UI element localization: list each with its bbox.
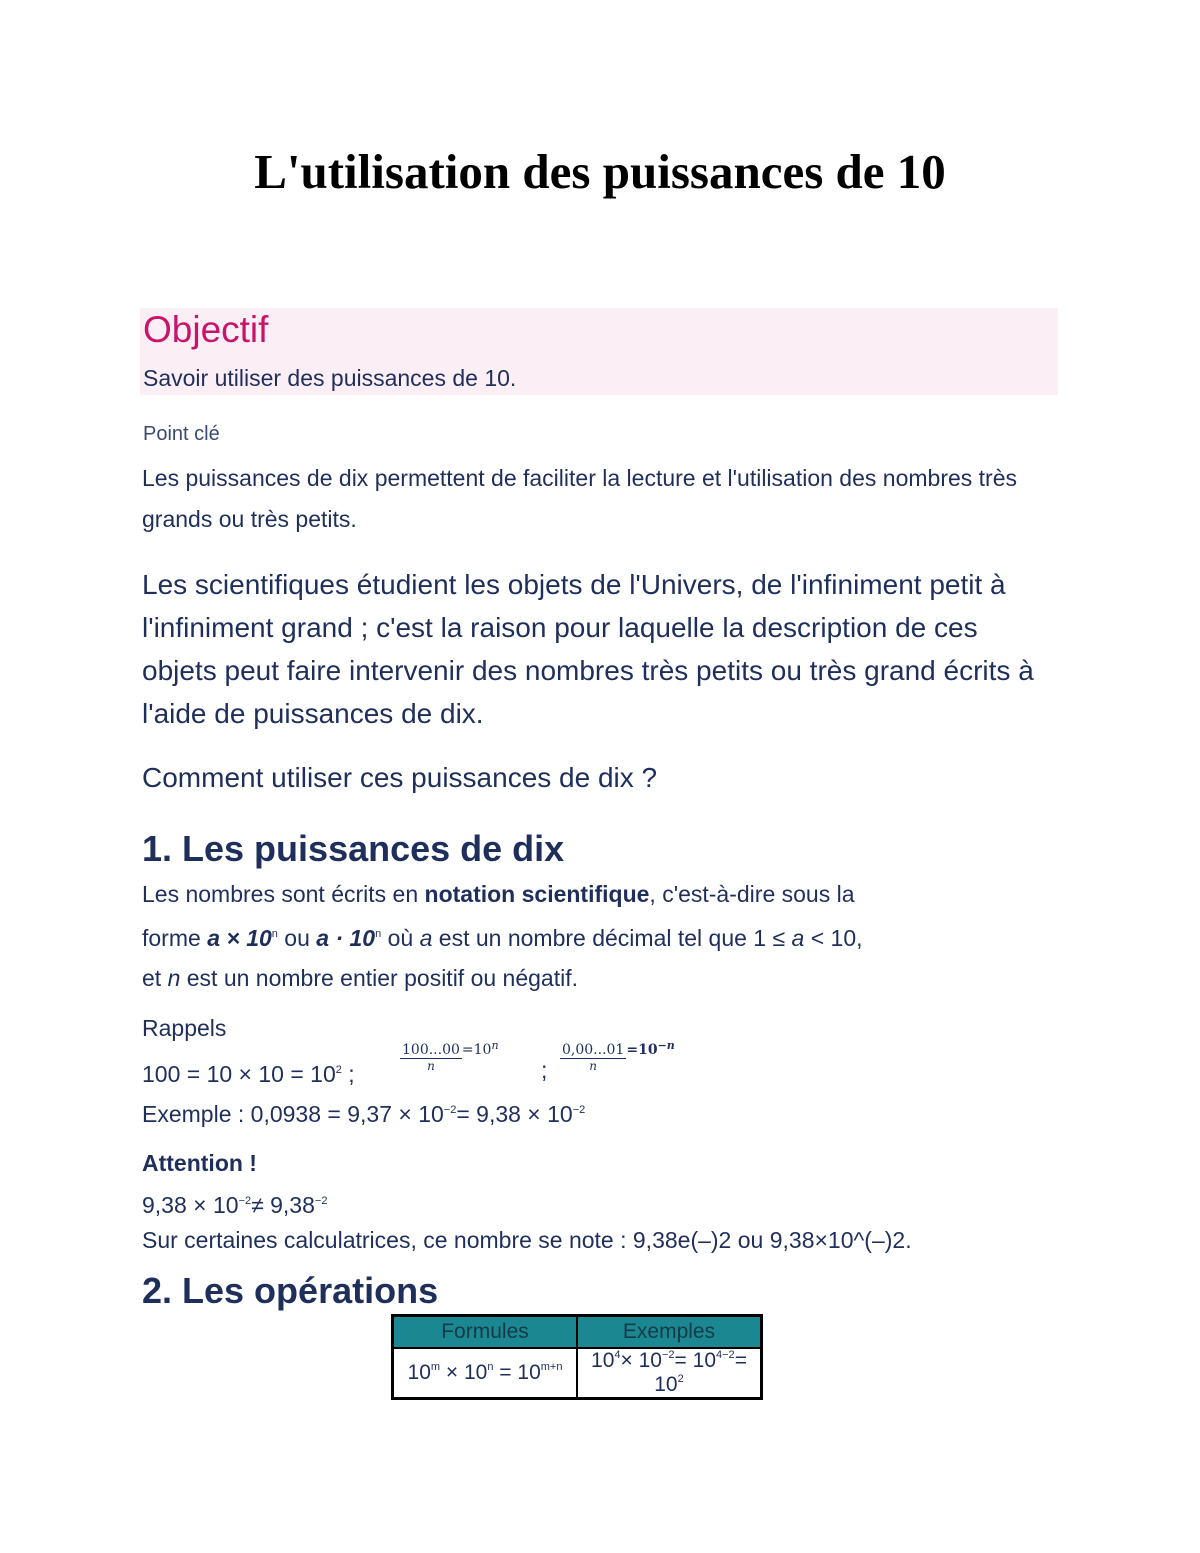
rappels-line: $100 = 10 \times 10 = 10^2$ ; [142,1061,355,1087]
page-title: L'utilisation des puissances de 10 [254,144,946,199]
fraction-separator: ; [541,1057,548,1083]
formula-cell: $10^m \times 10^n = 10^{m+n}$ [393,1348,578,1399]
definition-line-1: Les nombres sont écrits en notation scientifique, c'est-à-dire sous la [142,881,855,907]
key-point-text: Les puissances de dix permettent de faciliter la lecture et l'utilisation des nombres très grands ou très petits. [142,465,1017,532]
objective-heading: Objectif [143,309,269,350]
section-2-heading: 2. Les opérations [142,1270,439,1311]
notation-scientifique: notation scientifique [424,881,650,907]
formula-dot: a · 10 [316,925,376,951]
operations-table [391,1314,763,1400]
objective-text: Savoir utiliser des puissances de 10. [143,365,517,391]
definition-line-2: forme $a \times 10^n$ ou $a \cdot 10^n$ où a est un nombre décimal tel que 1 ≤ a < 10, [142,925,863,951]
section-1-definition [142,874,1042,998]
rappels-label: Rappels [142,1015,227,1041]
example-cell: $10^4\times 10^{-2}= 10^{4-2}= 10^2$ [577,1348,762,1399]
fraction-2: $\frac{0,00...01}{n}$ $=10^{-n}$ [562,1039,675,1073]
fraction-1: $\frac{100...00}{n}$ $=10^n$ [402,1039,499,1073]
attention-line-2: Sur certaines calculatrices, ce nombre se note : 9,38e(–)2 ou 9,38×10^(–)2. [142,1227,912,1253]
table-header-formules: Formules [393,1316,578,1349]
key-point-label: Point clé [143,423,220,445]
attention-heading: Attention ! [142,1150,257,1176]
exemple-line: Exemple : $0,0938 = 9,37 \times 10^{-2}= 9,38 \times 10^{-2}$ [142,1101,586,1127]
table-header-row [393,1316,762,1349]
section-1-heading: 1. Les puissances de dix [142,828,565,869]
attention-line-1: $9,38 \times 10^{-2}\ne 9,38^{-2}$ [142,1192,328,1218]
table-header-exemples: Exemples [577,1316,762,1349]
intro-question: Comment utiliser ces puissances de dix ? [142,762,658,793]
formula-times: a × 10 [207,925,272,951]
intro-paragraph: Les scientifiques étudient les objets de l'Univers, de l'infiniment petit à l'infiniment grand ; c'est la raison pour laquelle la description de ces objets peut faire intervenir des nombres très petits ou très grand écrits à l'aide de puissances de dix. [142,569,1034,729]
table-row [393,1348,762,1399]
definition-line-3: et n est un nombre entier positif ou négatif. [142,965,579,991]
